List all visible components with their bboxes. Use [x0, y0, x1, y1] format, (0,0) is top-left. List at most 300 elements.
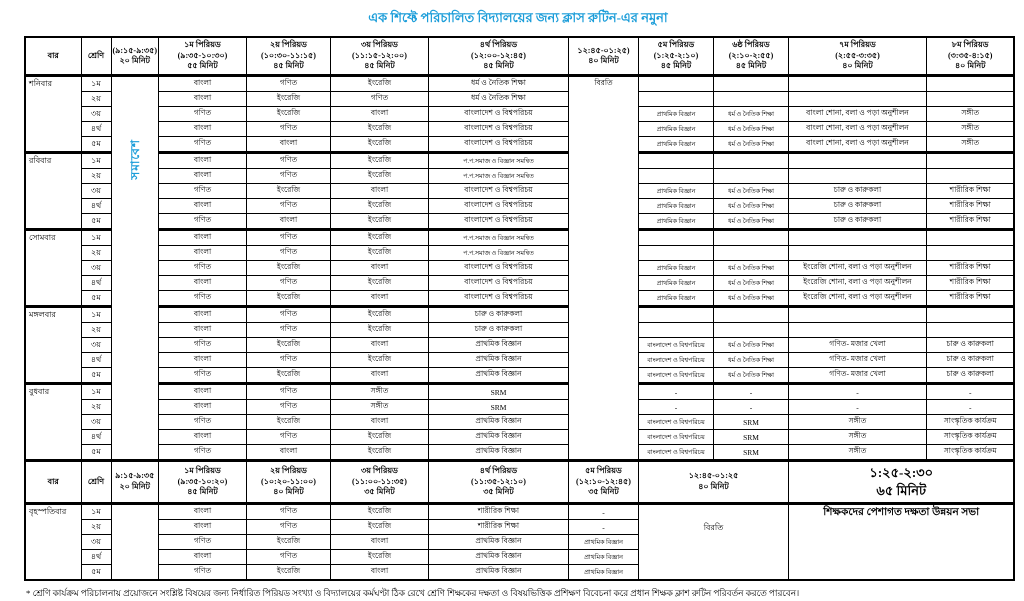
thursday-break-cell [638, 504, 788, 581]
subject-cell: বাংলা [158, 122, 246, 137]
subject-cell: প্রাথমিক বিজ্ঞান [638, 291, 713, 307]
subject-cell: SRM [713, 415, 788, 430]
header-line: ৪০ মিনিট [954, 61, 986, 71]
day-cell: রবিবার [25, 153, 81, 230]
subject-cell: ইংরেজি [330, 520, 428, 535]
routine-row [25, 400, 1014, 415]
header-line: ৪৫ মিনিট [187, 487, 218, 497]
subject-cell: গণিত [246, 169, 330, 184]
subject-cell: ধর্ম ও নৈতিক শিক্ষা [713, 214, 788, 230]
subject-cell: শারীরিক শিক্ষা [926, 261, 1014, 276]
subject-cell: ইংরেজি [246, 565, 330, 581]
subject-cell: প.প.সমাজ ও বিজ্ঞান সমন্বিত [428, 246, 568, 261]
subject-cell [638, 230, 713, 246]
subject-cell: গণিত [158, 565, 246, 581]
subject-cell: বাংলাদেশ ও বিশ্বপরিচয় [428, 291, 568, 307]
header-line: ৫৫ মিনিট [187, 61, 218, 71]
class-cell: ৪র্থ [81, 353, 111, 368]
subject-cell: ইংরেজি [246, 338, 330, 353]
subject-cell: গণিত [246, 246, 330, 261]
header-line: (১১:৩৫-১২:১০) [471, 476, 526, 486]
subject-cell: ইংরেজি [330, 137, 428, 153]
subject-cell: বাংলাদেশ ও বিশ্বপরিচয় [428, 122, 568, 137]
subject-cell: শারীরিক শিক্ষা [926, 291, 1014, 307]
subject-cell [788, 169, 926, 184]
subject-cell: প্রাথমিক বিজ্ঞান [428, 565, 568, 581]
period-header [788, 37, 926, 76]
subject-cell: গণিত [158, 368, 246, 384]
subject-cell: গণিত [158, 338, 246, 353]
subject-cell [788, 246, 926, 261]
routine-row [25, 445, 1014, 461]
subject-cell [713, 323, 788, 338]
header-line: ৪০ মিনিট [273, 487, 304, 497]
subject-cell: বাংলা [330, 368, 428, 384]
subject-cell: গণিত [246, 504, 330, 520]
subject-cell: SRM [428, 384, 568, 400]
header-line: ৫ম পিরিয়ড [657, 40, 695, 50]
subject-cell: সাংস্কৃতিক কার্যক্রম [926, 430, 1014, 445]
subject-cell: গণিত [158, 535, 246, 550]
subject-cell: ইংরেজি [330, 307, 428, 323]
period-header [926, 37, 1014, 76]
subject-cell: চারু ও কারুকলা [926, 353, 1014, 368]
subject-cell: বাংলা [158, 384, 246, 400]
subject-cell: বাংলাদেশ ও বিশ্বপরিচয় [638, 415, 713, 430]
subject-cell [926, 323, 1014, 338]
subject-cell: সাংস্কৃতিক কার্যক্রম [926, 415, 1014, 430]
subject-cell: বাংলাদেশ ও বিশ্বপরিচয় [638, 368, 713, 384]
day-cell: শনিবার [25, 76, 81, 153]
subject-cell: বাংলা শোনা, বলা ও পড়া অনুশীলন [788, 137, 926, 153]
subject-cell [638, 307, 713, 323]
subject-cell: সাংস্কৃতিক কার্যক্রম [926, 445, 1014, 461]
subject-cell: শারীরিক শিক্ষা [926, 214, 1014, 230]
routine-row [25, 214, 1014, 230]
header-line: ১ম পিরিয়ড [184, 40, 221, 50]
subject-cell: ইংরেজি [246, 291, 330, 307]
subject-cell: ইংরেজি [246, 415, 330, 430]
subject-cell: শারীরিক শিক্ষা [428, 504, 568, 520]
subject-cell [638, 153, 713, 169]
subject-cell: - [788, 384, 926, 400]
routine-row [25, 415, 1014, 430]
subject-cell: ইংরেজি [246, 184, 330, 199]
subject-cell: ইংরেজি [246, 261, 330, 276]
subject-cell: সঙ্গীত [330, 384, 428, 400]
break-label: বিরতি [594, 78, 613, 87]
subject-cell: বাংলা [158, 153, 246, 169]
header-line: ৩৫ মিনিট [483, 487, 514, 497]
subject-cell: চারু ও কারুকলা [788, 199, 926, 214]
period-header [111, 461, 158, 504]
class-cell: ৪র্থ [81, 430, 111, 445]
subject-cell: প্রাথমিক বিজ্ঞান [428, 338, 568, 353]
class-cell: ৫ম [81, 445, 111, 461]
subject-cell: বাংলা [330, 565, 428, 581]
subject-cell: ইংরেজি [246, 107, 330, 122]
header-row [25, 461, 1014, 504]
routine-row [25, 353, 1014, 368]
subject-cell [713, 92, 788, 107]
period-header [25, 37, 81, 76]
routine-row [25, 169, 1014, 184]
period-header [428, 37, 568, 76]
subject-cell: - [568, 520, 638, 535]
subject-cell: বাংলা [330, 184, 428, 199]
subject-cell: ইংরেজি [330, 323, 428, 338]
subject-cell: SRM [713, 445, 788, 461]
subject-cell [926, 307, 1014, 323]
subject-cell: ইংরেজি [330, 246, 428, 261]
subject-cell [638, 76, 713, 92]
subject-cell: বাংলা [158, 230, 246, 246]
teachers-meeting-cell: শিক্ষকদের পেশাগত দক্ষতা উন্নয়ন সভা [788, 504, 1014, 581]
period-header [246, 461, 330, 504]
header-line: (৯:৩৫-১০:৩০) [177, 50, 228, 60]
header-line: ২০ মিনিট [119, 56, 151, 65]
subject-cell: ধর্ম ও নৈতিক শিক্ষা [713, 353, 788, 368]
subject-cell: শারীরিক শিক্ষা [926, 276, 1014, 291]
routine-row [25, 261, 1014, 276]
class-cell: ২য় [81, 92, 111, 107]
subject-cell: বাংলা [158, 246, 246, 261]
subject-cell: প্রাথমিক বিজ্ঞান [638, 184, 713, 199]
subject-cell: বাংলা [158, 169, 246, 184]
subject-cell: প্রাথমিক বিজ্ঞান [638, 276, 713, 291]
header-line: শ্রেণি [87, 50, 105, 60]
break-cell [568, 76, 638, 461]
class-cell: ৩য় [81, 415, 111, 430]
header-line: ৩য় পিরিয়ড [361, 40, 398, 50]
subject-cell [713, 76, 788, 92]
subject-cell: গণিত [246, 276, 330, 291]
class-cell: ২য় [81, 323, 111, 338]
subject-cell: গণিত [158, 445, 246, 461]
class-cell: ৫ম [81, 565, 111, 581]
subject-cell: বাংলাদেশ ও বিশ্বপরিচয় [428, 137, 568, 153]
routine-row [25, 291, 1014, 307]
subject-cell: বাংলা [330, 535, 428, 550]
class-cell: ১ম [81, 307, 111, 323]
header-line: ৫ম পিরিয়ড [585, 465, 622, 475]
subject-cell: ইংরেজি [330, 76, 428, 92]
class-cell: ৪র্থ [81, 122, 111, 137]
header-line: ৩৫ মিনিট [364, 487, 395, 497]
subject-cell: বাংলাদেশ ও বিশ্বপরিচয় [638, 430, 713, 445]
subject-cell: বাংলা [158, 323, 246, 338]
header-line: ৪৫ মিনিট [483, 61, 514, 71]
subject-cell: বাংলাদেশ ও বিশ্বপরিচয় [638, 338, 713, 353]
subject-cell: বাংলাদেশ ও বিশ্বপরিচয় [638, 353, 713, 368]
header-line: ৬ষ্ঠ পিরিয়ড [732, 40, 770, 50]
subject-cell: ধর্ম ও নৈতিক শিক্ষা [713, 338, 788, 353]
subject-cell: ইংরেজি [330, 169, 428, 184]
subject-cell: গণিত [246, 122, 330, 137]
subject-cell: ইংরেজি [246, 368, 330, 384]
subject-cell: ইংরেজি [330, 230, 428, 246]
subject-cell: ইংরেজি [330, 153, 428, 169]
subject-cell [926, 230, 1014, 246]
header-line: ২য় পিরিয়ড [270, 465, 307, 475]
subject-cell: প্রাথমিক বিজ্ঞান [638, 261, 713, 276]
subject-cell: ধর্ম ও নৈতিক শিক্ষা [713, 122, 788, 137]
subject-cell: বাংলা [330, 415, 428, 430]
header-line: ৪৫ মিনিট [660, 61, 692, 71]
subject-cell: ইংরেজি [330, 214, 428, 230]
header-line: ৪০ মিনিট [698, 482, 729, 491]
period-header [25, 461, 81, 504]
period-header [568, 37, 638, 76]
subject-cell: প্রাথমিক বিজ্ঞান [428, 368, 568, 384]
routine-row [25, 122, 1014, 137]
subject-cell [926, 169, 1014, 184]
subject-cell: - [926, 384, 1014, 400]
class-cell: ১ম [81, 504, 111, 520]
subject-cell: গণিত [158, 184, 246, 199]
routine-row [25, 368, 1014, 384]
subject-cell: - [926, 400, 1014, 415]
subject-cell: প্রাথমিক বিজ্ঞান [638, 137, 713, 153]
header-line: (১১:০০-১১:৩৫) [352, 476, 407, 486]
subject-cell: প্রাথমিক বিজ্ঞান [638, 214, 713, 230]
subject-cell: - [713, 384, 788, 400]
subject-cell: প্রাথমিক বিজ্ঞান [568, 550, 638, 565]
subject-cell [638, 323, 713, 338]
subject-cell: ইংরেজি [330, 276, 428, 291]
header-line: ৪র্থ পিরিয়ড [479, 465, 518, 475]
subject-cell [788, 230, 926, 246]
subject-cell: চারু ও কারুকলা [926, 338, 1014, 353]
class-routine-table [24, 36, 1015, 581]
header-line: (১০:৩০-১১:১৫) [261, 50, 316, 60]
header-line: (১১:১৫-১২:০০) [352, 50, 407, 60]
class-cell: ১ম [81, 76, 111, 92]
subject-cell: প্রাথমিক বিজ্ঞান [428, 430, 568, 445]
subject-cell: গণিত [246, 230, 330, 246]
routine-row [25, 153, 1014, 169]
subject-cell: বাংলা [158, 504, 246, 520]
subject-cell: গণিত [158, 415, 246, 430]
subject-cell: বাংলা [330, 291, 428, 307]
subject-cell: প্রাথমিক বিজ্ঞান [638, 199, 713, 214]
subject-cell: সঙ্গীত [788, 430, 926, 445]
subject-cell: সঙ্গীত [788, 445, 926, 461]
subject-cell: ইংরেজি [330, 504, 428, 520]
subject-cell: গণিত [158, 137, 246, 153]
subject-cell: ইংরেজি [246, 92, 330, 107]
class-cell: ১ম [81, 230, 111, 246]
class-cell: ৩য় [81, 107, 111, 122]
routine-row [25, 430, 1014, 445]
subject-cell: চারু ও কারুকলা [428, 323, 568, 338]
header-line: ৭ম পিরিয়ড [839, 40, 876, 50]
subject-cell: বাংলা [330, 261, 428, 276]
header-line: ৮ম পিরিয়ড [951, 40, 989, 50]
routine-row [25, 184, 1014, 199]
subject-cell: ধর্ম ও নৈতিক শিক্ষা [713, 199, 788, 214]
subject-cell: সঙ্গীত [926, 107, 1014, 122]
subject-cell: সঙ্গীত [788, 415, 926, 430]
subject-cell: ইংরেজি [330, 550, 428, 565]
header-line: (১০:২০-১১:০০) [261, 476, 316, 486]
subject-cell: বাংলাদেশ ও বিশ্বপরিচয় [428, 184, 568, 199]
subject-cell: বাংলাদেশ ও বিশ্বপরিচয় [638, 445, 713, 461]
routine-row [25, 384, 1014, 400]
subject-cell: গণিত [246, 384, 330, 400]
header-line: ১২:৪৫-০১:২৫) [577, 45, 630, 55]
class-cell: ২য় [81, 169, 111, 184]
subject-cell: ইংরেজি শোনা, বলা ও পড়া অনুশীলন [788, 291, 926, 307]
subject-cell: গণিত [246, 307, 330, 323]
header-line: ৩য় পিরিয়ড [361, 465, 398, 475]
header-line: (১২:১০-১২:৪৫) [576, 476, 631, 486]
header-line: ৪র্থ পিরিয়ড [479, 40, 518, 50]
day-cell: বৃহস্পতিবার [25, 504, 81, 581]
routine-row [25, 230, 1014, 246]
subject-cell: গণিত- মজার খেলা [788, 353, 926, 368]
class-cell: ৪র্থ [81, 199, 111, 214]
subject-cell: ইংরেজি শোনা, বলা ও পড়া অনুশীলন [788, 276, 926, 291]
class-cell: ৩য় [81, 535, 111, 550]
subject-cell: ইংরেজি [330, 430, 428, 445]
period-header [638, 461, 788, 504]
subject-cell: বাংলা [158, 353, 246, 368]
header-line: ৪৫ মিনিট [364, 61, 395, 71]
subject-cell: বাংলা [158, 276, 246, 291]
period-header [568, 461, 638, 504]
subject-cell: ইংরেজি [330, 122, 428, 137]
period-header [246, 37, 330, 76]
subject-cell: গণিত [158, 107, 246, 122]
routine-row [25, 307, 1014, 323]
header-line: (৩:৩৫-৪:১৫) [947, 50, 993, 60]
subject-cell: বাংলা [246, 214, 330, 230]
period-header [713, 37, 788, 76]
subject-cell: বাংলা [158, 92, 246, 107]
subject-cell: প্রাথমিক বিজ্ঞান [428, 535, 568, 550]
class-cell: ২য় [81, 246, 111, 261]
class-cell: ৫ম [81, 214, 111, 230]
subject-cell: বাংলা [246, 445, 330, 461]
subject-cell: গণিত [246, 199, 330, 214]
subject-cell: বাংলা শোনা, বলা ও পড়া অনুশীলন [788, 107, 926, 122]
subject-cell: SRM [428, 400, 568, 415]
period-header [330, 37, 428, 76]
subject-cell [788, 76, 926, 92]
subject-cell: ধর্ম ও নৈতিক শিক্ষা [713, 291, 788, 307]
subject-cell [788, 307, 926, 323]
subject-cell: - [568, 504, 638, 520]
assembly-cell-empty [111, 504, 158, 581]
subject-cell: শারীরিক শিক্ষা [428, 520, 568, 535]
class-cell: ৩য় [81, 261, 111, 276]
routine-row [25, 276, 1014, 291]
header-line: (২:১০-২:৫৫) [728, 50, 774, 60]
subject-cell [788, 92, 926, 107]
subject-cell: প.প.সমাজ ও বিজ্ঞান সমন্বিত [428, 153, 568, 169]
subject-cell: শারীরিক শিক্ষা [926, 184, 1014, 199]
page-title: এক শিফ্টে পরিচালিত বিদ্যালয়ের জন্য ক্লাস রুটিন-এর নমুনা [368, 10, 668, 25]
subject-cell [788, 153, 926, 169]
routine-row [25, 246, 1014, 261]
subject-cell: বাংলাদেশ ও বিশ্বপরিচয় [428, 276, 568, 291]
subject-cell: বাংলা [246, 137, 330, 153]
subject-cell: বাংলা [158, 430, 246, 445]
header-line: ২০ মিনিট [119, 482, 151, 491]
subject-cell: বাংলাদেশ ও বিশ্বপরিচয় [428, 199, 568, 214]
class-cell: ১ম [81, 384, 111, 400]
subject-cell: বাংলাদেশ ও বিশ্বপরিচয় [428, 214, 568, 230]
class-cell: ২য় [81, 400, 111, 415]
header-line: (১২:০০-১২:৪৫) [471, 50, 526, 60]
subject-cell: গণিত [246, 353, 330, 368]
subject-cell: প.প.সমাজ ও বিজ্ঞান সমন্বিত [428, 230, 568, 246]
subject-cell [713, 307, 788, 323]
header-line: ১ম পিরিয়ড [184, 465, 221, 475]
subject-cell: প্রাথমিক বিজ্ঞান [568, 565, 638, 581]
subject-cell: বাংলা [158, 199, 246, 214]
period-header [638, 37, 713, 76]
subject-cell: সঙ্গীত [926, 137, 1014, 153]
routine-row [25, 323, 1014, 338]
subject-cell: ইংরেজি [330, 199, 428, 214]
class-cell: ৪র্থ [81, 550, 111, 565]
header-row [25, 37, 1014, 76]
routine-body [25, 37, 1014, 580]
subject-cell: গণিত- মজার খেলা [788, 338, 926, 353]
routine-row [25, 338, 1014, 353]
class-cell: ২য় [81, 520, 111, 535]
period-header [330, 461, 428, 504]
subject-cell: সঙ্গীত [330, 400, 428, 415]
subject-cell: প্রাথমিক বিজ্ঞান [638, 107, 713, 122]
subject-cell: গণিত [158, 261, 246, 276]
subject-cell: বাংলা [158, 520, 246, 535]
subject-cell: গণিত [246, 323, 330, 338]
assembly-label: সমাবেশ [127, 139, 142, 180]
subject-cell: প্রাথমিক বিজ্ঞান [638, 122, 713, 137]
period-header [111, 37, 158, 76]
subject-cell: ধর্ম ও নৈতিক শিক্ষা [428, 76, 568, 92]
subject-cell [926, 153, 1014, 169]
header-line: ৪০ মিনিট [588, 56, 619, 65]
routine-row [25, 137, 1014, 153]
routine-row [25, 504, 1014, 520]
subject-cell: বাংলা [330, 107, 428, 122]
subject-cell: প্রাথমিক বিজ্ঞান [428, 550, 568, 565]
subject-cell: ধর্ম ও নৈতিক শিক্ষা [713, 107, 788, 122]
subject-cell: ধর্ম ও নৈতিক শিক্ষা [713, 261, 788, 276]
class-cell: ৫ম [81, 291, 111, 307]
subject-cell: বাংলা [158, 550, 246, 565]
subject-cell: গণিত [246, 153, 330, 169]
subject-cell: ইংরেজি [330, 353, 428, 368]
header-line: ২য় পিরিয়ড [270, 40, 307, 50]
class-cell: ৪র্থ [81, 276, 111, 291]
subject-cell: চারু ও কারুকলা [926, 368, 1014, 384]
class-cell: ৩য় [81, 184, 111, 199]
routine-row [25, 92, 1014, 107]
day-cell: বুধবার [25, 384, 81, 461]
subject-cell: প্রাথমিক বিজ্ঞান [428, 445, 568, 461]
day-cell: মঙ্গলবার [25, 307, 81, 384]
assembly-cell [111, 76, 158, 461]
class-cell: ৩য় [81, 338, 111, 353]
subject-cell: গণিত [246, 520, 330, 535]
subject-cell: বাংলা [158, 307, 246, 323]
class-cell: ১ম [81, 153, 111, 169]
